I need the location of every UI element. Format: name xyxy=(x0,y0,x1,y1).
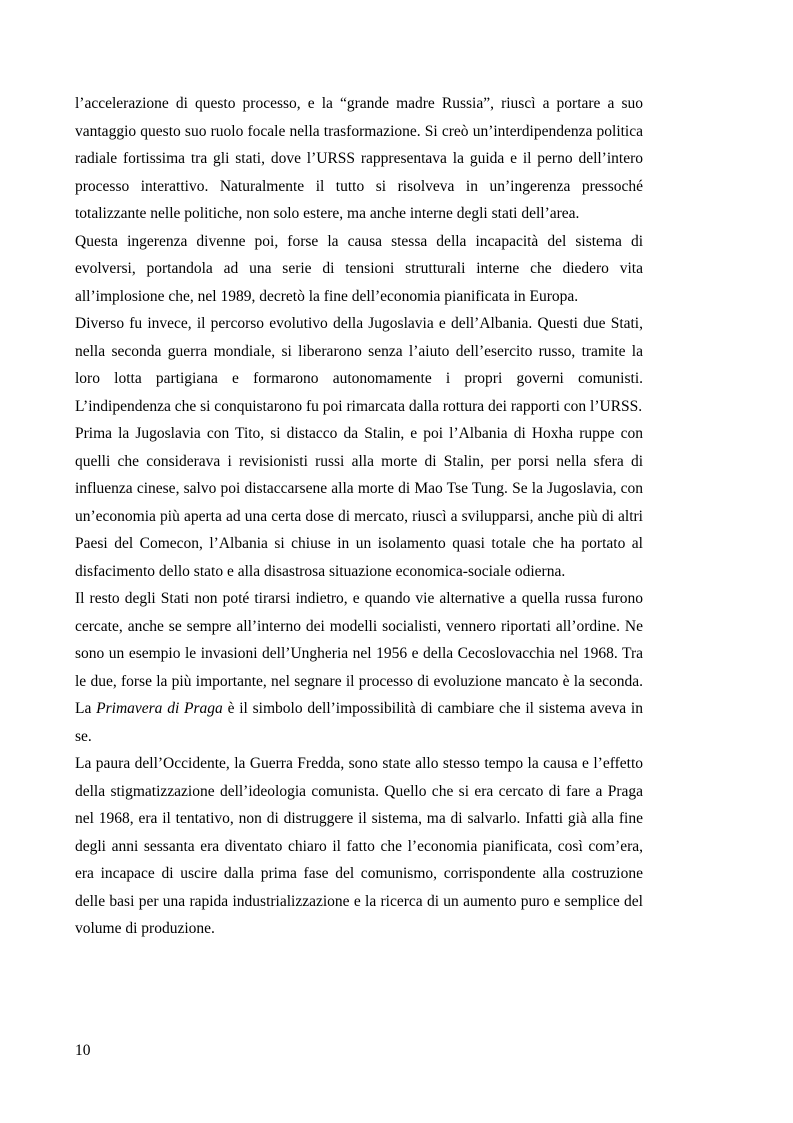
prague-spring-italic: Primavera di Praga xyxy=(96,700,223,717)
paragraph-cold-war: La paura dell’Occidente, la Guerra Fredda, sono state allo stesso tempo la causa e l’effetto della stigmatizzazione dell’ideologia comunista. Quello che si era cercato di fare a Praga nel 1968, era il tentativo, non di distruggere il sistema, ma di salvarlo. Infatti già alla fine degli anni sessanta era diventato chiaro il fatto che l’economia pianificata, così com’era, era incapace di uscire dalla prima fase del comunismo, corrispondente alla costruzione delle basi per una rapida industrializzazione e la ricerca di un aumento puro e semplice del volume di produzione. xyxy=(75,755,643,937)
paragraph-invasions-text-end: è il simbolo dell’impossibilità di cambiare che il sistema aveva in se. xyxy=(75,700,643,745)
page-number: 10 xyxy=(75,1042,91,1059)
paragraph-invasions xyxy=(75,585,643,750)
paragraph-interference-implosion: Questa ingerenza divenne poi, forse la causa stessa della incapacità del sistema di evolversi, portandola ad una serie di tensioni strutturali interne che diedero vita all’implosione che, nel 1989, decretò la fine dell’economia pianificata in Europa. xyxy=(75,232,643,305)
body-text xyxy=(75,90,643,943)
paragraph-tito-hoxha: Prima la Jugoslavia con Tito, si distacco da Stalin, e poi l’Albania di Hoxha ruppe con quelli che considerava i revisionisti russi alla morte di Stalin, per porsi nella sfera di influenza cinese, salvo poi distaccarsene alla morte di Mao Tse Tung. Se la Jugoslavia, con un’economia più aperta ad una certa dose di mercato, riuscì a svilupparsi, anche più di altri Paesi del Comecon, l’Albania si chiuse in un isolamento quasi totale che ha portato al disfacimento dello stato e alla disastrosa situazione economica-sociale odierna. xyxy=(75,425,643,580)
paragraph-yugoslavia-albania: Diverso fu invece, il percorso evolutivo della Jugoslavia e dell’Albania. Questi due Stati, nella seconda guerra mondiale, si liberarono senza l’aiuto dell’esercito russo, tramite la loro lotta partigiana e formarono autonomamente i propri governi comunisti. L’indipendenza che si conquistarono fu poi rimarcata dalla rottura dei rapporti con l’URSS. xyxy=(75,315,643,415)
paragraph-soviet-interdependence: l’accelerazione di questo processo, e la “grande madre Russia”, riuscì a portare a suo vantaggio questo suo ruolo focale nella trasformazione. Si creò un’interdipendenza politica radiale fortissima tra gli stati, dove l’URSS rappresentava la guida e il perno dell’intero processo interattivo. Naturalmente il tutto si risolveva in un’ingerenza pressoché totalizzante nelle politiche, non solo estere, ma anche interne degli stati dell’area. xyxy=(75,95,643,222)
paragraph-invasions-text: Il resto degli Stati non poté tirarsi indietro, e quando vie alternative a quella russa furono cercate, anche se sempre all’interno dei modelli socialisti, vennero riportati all’ordine. Ne sono un esempio le invasioni dell’Ungheria nel 1956 e della Cecoslovacchia nel 1968. Tra le due, forse la più importante, nel segnare il processo di evoluzione mancato è la seconda. La xyxy=(75,590,643,717)
